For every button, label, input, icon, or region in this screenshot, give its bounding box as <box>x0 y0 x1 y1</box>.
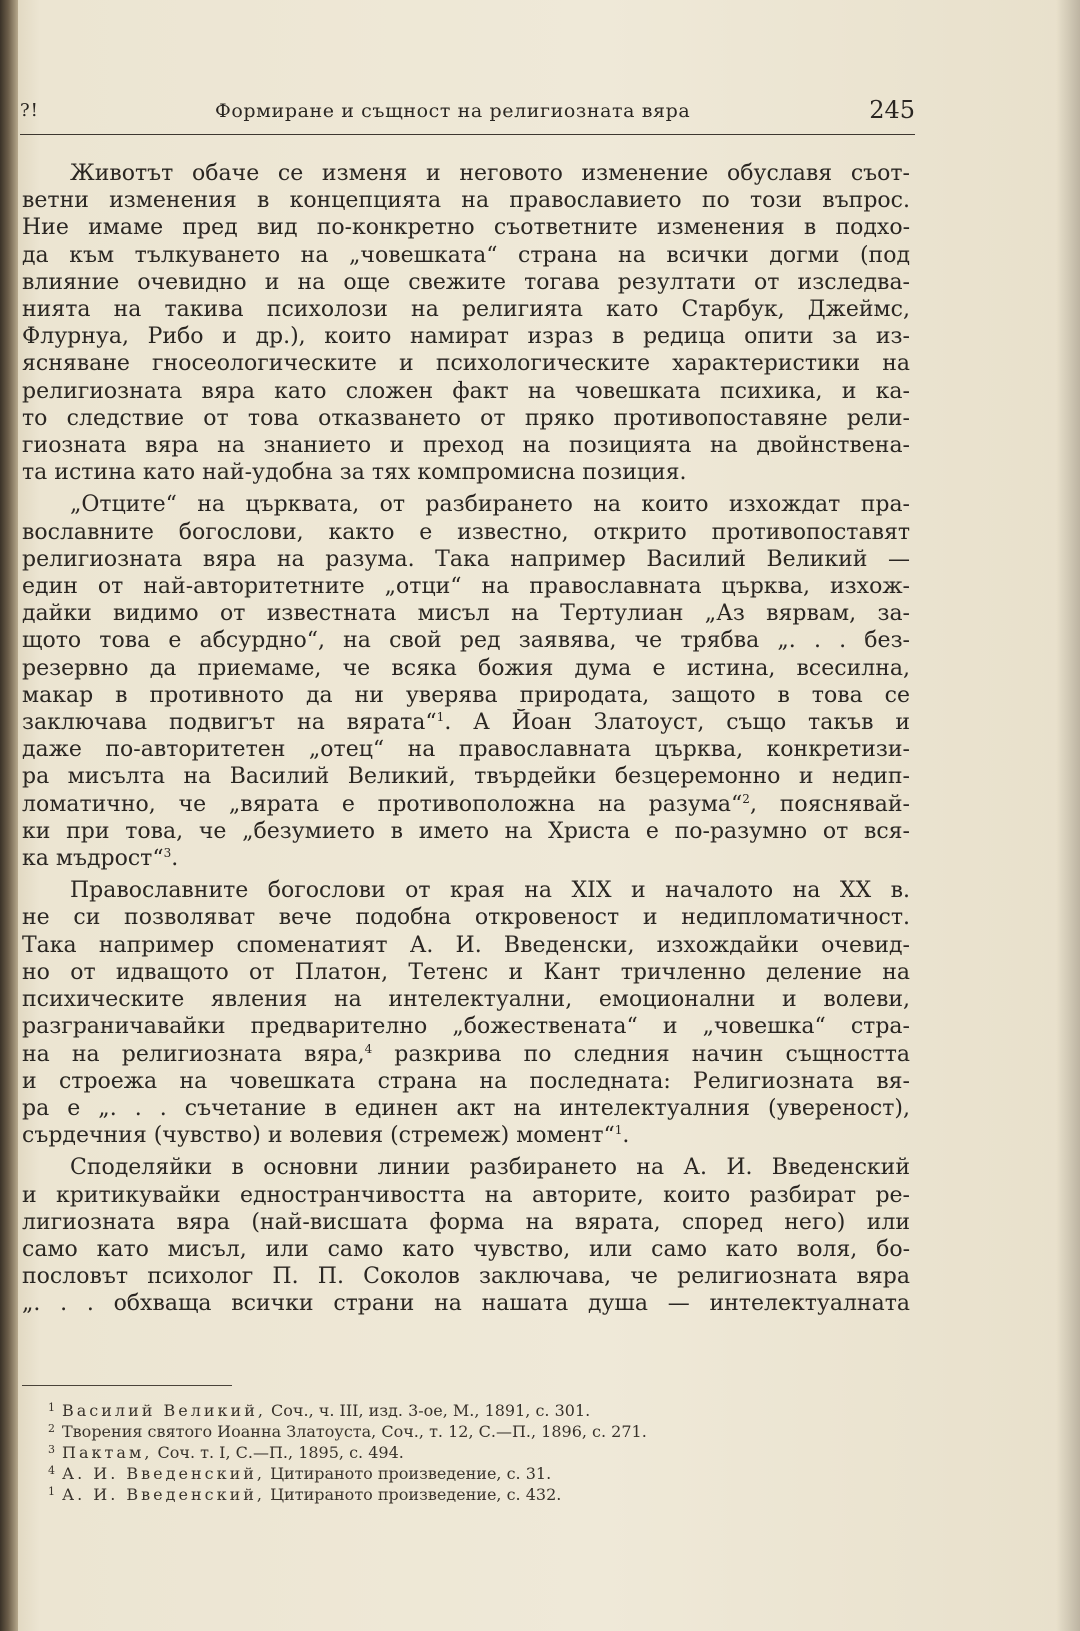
footnote <box>48 1400 898 1421</box>
footnote-ref: 1 <box>436 710 445 725</box>
footnote-author: А. И. Введенский, <box>62 1485 266 1504</box>
text-line: да към тълкуването на „човешката“ страна на всички догми (под <box>22 242 910 268</box>
text-line: един от най-авторитетните „отци“ на православната църква, изхож- <box>22 574 910 600</box>
footnote-mark: 1 <box>48 1485 55 1498</box>
text-line: резервно да приемаме, че всяка божия дума е истина, всесилна, <box>22 655 910 681</box>
text-fragment: ломатично, че „вярата е противоположна на разума“ <box>22 791 743 817</box>
text-line: само като мисъл, или само като чувство, или само като воля, бо- <box>22 1236 910 1262</box>
header-rule <box>20 134 915 135</box>
text-line: разграничавайки предварително „божествената“ и „човешка“ стра- <box>22 1014 910 1040</box>
footnote-ref: 4 <box>364 1041 373 1056</box>
paragraph-2 <box>22 491 910 872</box>
footnote <box>48 1484 898 1505</box>
footnotes <box>48 1400 898 1505</box>
text-line: Така например споменатият А. И. Введенски, изхождайки очевид- <box>22 932 910 958</box>
text-line <box>22 1041 910 1068</box>
footnote-text: Цитираното произведение, с. 432. <box>265 1485 562 1504</box>
text-line: и критикувайки едностранчивостта на авторите, които разбират ре- <box>22 1182 910 1208</box>
text-line: ра мисълта на Василий Великий, твърдейки безцеремонно и недип- <box>22 764 910 790</box>
text-fragment: . <box>622 1123 630 1149</box>
footnote-mark: 4 <box>48 1464 55 1477</box>
text-line: религиозната вяра на разума. Така например Василий Великий — <box>22 546 910 572</box>
text-line: влияние очевидно и на още свежите тогава резултати от изследва- <box>22 269 910 295</box>
text-line: и строежа на човешката страна на последната: Религиозната вя- <box>22 1068 910 1094</box>
text-line: Флурнуа, Рибо и др.), които намират израз в редица опити за из- <box>22 324 910 350</box>
text-line: дайки видимо от известната мисъл на Тертулиан „Аз вярвам, за- <box>22 601 910 627</box>
text-line: вославните богослови, както е известно, открито противопоставят <box>22 519 910 545</box>
text-fragment: . <box>171 846 179 872</box>
paragraph-3 <box>22 877 910 1149</box>
footnote-author: А. И. Введенский, <box>62 1464 266 1483</box>
text-line: не си позволяват вече подобна откровеност и недипломатичност. <box>22 905 910 931</box>
text-line: та истина като най-удобна за тях компромисна позиция. <box>22 460 687 486</box>
footnote <box>48 1421 898 1442</box>
footnote-ref: 2 <box>742 791 750 806</box>
text-line <box>22 1122 910 1149</box>
text-line: макар в противното да ни уверява природата, защото в това се <box>22 682 910 708</box>
body-text <box>22 160 910 1318</box>
text-line: Споделяйки в основни линии разбирането на А. И. Введенский <box>70 1155 910 1181</box>
footnote-text: Цитираното произведение, с. 31. <box>265 1464 552 1483</box>
text-line <box>22 709 910 736</box>
text-line: религиозната вяра като сложен факт на човешката психика, и ка- <box>22 378 910 404</box>
text-fragment: , пояснявай- <box>749 791 910 817</box>
text-fragment: разкрива по следния начин същността <box>372 1041 910 1067</box>
text-line: гиозната вяра на знанието и преход на позицията на двойнствена- <box>22 433 910 459</box>
text-fragment: сърдечния (чувство) и волевия (стремеж) момент“ <box>22 1123 615 1149</box>
text-line: Животът обаче се изменя и неговото изменение обуславя съот- <box>70 161 910 186</box>
footnote-mark: 3 <box>48 1443 55 1456</box>
text-line: Православните богослови от края на XIX и началото на XX в. <box>70 878 910 904</box>
text-line <box>22 791 910 818</box>
text-line: но от идващото от Платон, Тетенс и Кант тричленно деление на <box>22 959 910 985</box>
text-line <box>22 845 910 872</box>
footnote-mark: 1 <box>48 1401 55 1414</box>
text-line: ясняване гносеологическите и психологическите характеристики на <box>22 351 910 377</box>
text-line: ветни изменения в концепцията на православието по този въпрос. <box>22 188 910 214</box>
text-line: психическите явления на интелектуални, емоционални и волеви, <box>22 987 910 1013</box>
text-line: „Отците“ на църквата, от разбирането на които изхождат пра- <box>70 492 910 518</box>
text-fragment: заключава подвигът на вярата“ <box>22 710 437 736</box>
text-line: щото това е абсурдно“, на свой ред заявява, че трябва „. . . без- <box>22 628 910 654</box>
text-line: лигиозната вяра (най-висшата форма на вярата, според него) или <box>22 1209 910 1235</box>
page-binding-edge <box>0 0 18 1631</box>
text-line: пословът психолог П. П. Соколов заключава, че религиозната вяра <box>22 1264 910 1290</box>
footnote-text: Соч., ч. III, изд. 3-ое, М., 1891, с. 301. <box>265 1401 591 1420</box>
footnote-author: Пактам, <box>62 1443 153 1462</box>
footnote-ref: 3 <box>163 846 172 861</box>
text-fragment: на на религиозната вяра, <box>22 1041 365 1067</box>
text-line: „. . . обхваща всички страни на нашата душа — интелектуалната <box>22 1291 910 1317</box>
footnote-text: Творения святого Иоанна Златоуста, Соч., т. 12, С.—П., 1896, с. 271. <box>62 1422 647 1441</box>
text-fragment: ка мъдрост“ <box>22 846 164 872</box>
text-line: ра е „. . . съчетание в единен акт на интелектуалния (увереност), <box>22 1095 910 1121</box>
running-header <box>20 96 915 130</box>
footnote <box>48 1442 898 1463</box>
header-corner-mark: ?! <box>20 100 39 121</box>
text-line: ки при това, че „безумието в името на Христа е по-разумно от вся- <box>22 818 910 844</box>
text-line: то следствие от това отказването от пряко противопоставяне рели- <box>22 405 910 431</box>
footnote-mark: 2 <box>48 1422 55 1435</box>
page-edge-shadow <box>1056 0 1080 1631</box>
text-line: нията на такива психолози на религията като Старбук, Джеймс, <box>22 297 910 323</box>
text-line: Ние имаме пред вид по-конкретно съответните изменения в подхо- <box>22 215 910 241</box>
running-title: Формиране и същност на религиозната вяра <box>215 100 691 122</box>
footnote-text: Соч. т. I, С.—П., 1895, с. 494. <box>152 1443 404 1462</box>
footnote <box>48 1463 898 1484</box>
paragraph-4 <box>22 1154 910 1317</box>
footnote-rule <box>22 1385 232 1386</box>
text-line: даже по-авторитетен „отец“ на православната църква, конкретизи- <box>22 737 910 763</box>
footnote-author: Василий Великий, <box>62 1401 266 1420</box>
text-fragment: . А Йоан Златоуст, също такъв и <box>444 710 910 736</box>
page-number: 245 <box>869 96 915 124</box>
paragraph-1 <box>22 160 910 486</box>
footnote-ref: 1 <box>614 1123 623 1138</box>
